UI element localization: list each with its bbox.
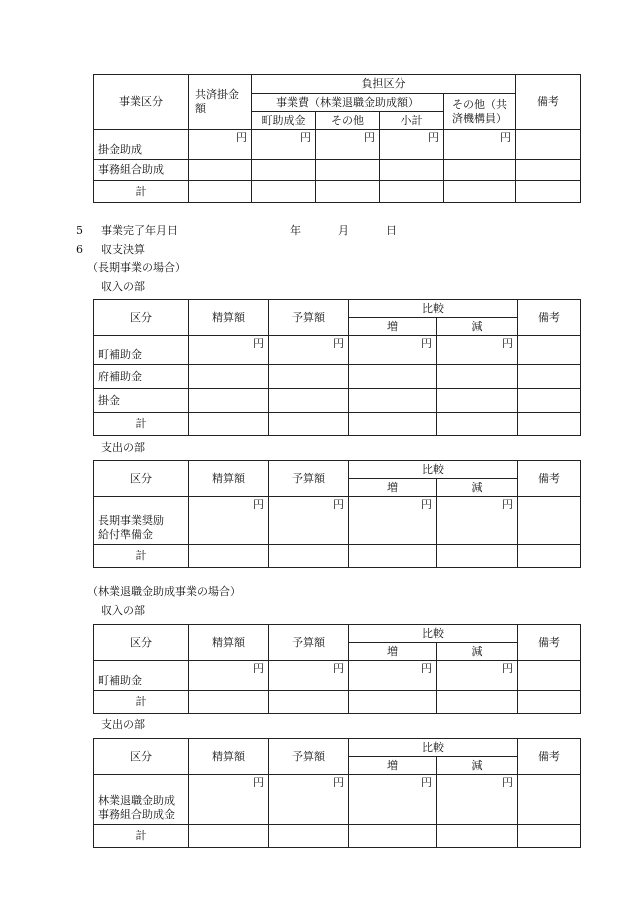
empty-cell <box>437 365 518 389</box>
header-biko: 備考 <box>518 300 581 336</box>
empty-cell <box>437 413 518 436</box>
long-term-income-table <box>93 299 581 436</box>
row-label: 府補助金 <box>94 365 189 389</box>
remarks-cell <box>518 497 581 545</box>
yen-unit: 円 <box>269 775 349 825</box>
header-subtotal: 小計 <box>380 112 444 130</box>
empty-cell <box>189 825 269 848</box>
header-sonota-kyo <box>444 94 516 130</box>
yen-unit: 円 <box>380 130 444 160</box>
empty-cell <box>189 389 269 413</box>
row-label-line2: 事務組合助成金 <box>98 808 175 821</box>
yen-unit: 円 <box>189 497 269 545</box>
header-futan: 負担区分 <box>252 75 516 94</box>
empty-cell <box>189 181 252 203</box>
row-label: 事務組合助成 <box>94 160 189 181</box>
remarks-cell <box>518 661 581 691</box>
header-yosan: 予算額 <box>269 739 349 775</box>
empty-cell <box>518 365 581 389</box>
header-seisan: 精算額 <box>189 739 269 775</box>
header-kubun: 区分 <box>94 461 189 497</box>
row-label-line1: 長期事業奨励 <box>98 514 164 527</box>
empty-cell <box>437 545 518 568</box>
row-label: 町補助金 <box>94 661 189 691</box>
empty-cell <box>269 691 349 714</box>
yen-unit: 円 <box>189 775 269 825</box>
row-label-line2: 給付準備金 <box>98 528 153 541</box>
empty-cell <box>437 825 518 848</box>
yen-unit: 円 <box>444 130 516 160</box>
header-seisan: 精算額 <box>189 300 269 336</box>
row-label: 掛金 <box>94 389 189 413</box>
header-gen: 減 <box>437 643 518 661</box>
empty-cell <box>269 365 349 389</box>
header-other: その他 <box>316 112 380 130</box>
forestry-heading: （林業退職金助成事業の場合） <box>87 585 241 598</box>
long-term-expense-table <box>93 460 581 568</box>
header-biko: 備考 <box>518 739 581 775</box>
yen-unit: 円 <box>269 497 349 545</box>
item5-label: 事業完了年月日 <box>101 224 178 237</box>
empty-cell <box>189 365 269 389</box>
yen-unit: 円 <box>437 661 518 691</box>
header-kyosai: 共済掛金額 <box>189 75 252 130</box>
header-category: 事業区分 <box>94 75 189 130</box>
yen-unit: 円 <box>189 336 269 365</box>
header-biko: 備考 <box>518 461 581 497</box>
empty-cell <box>518 691 581 714</box>
remarks-cell <box>518 775 581 825</box>
empty-cell <box>189 545 269 568</box>
header-gen: 減 <box>437 479 518 497</box>
yen-unit: 円 <box>349 497 437 545</box>
header-zo: 増 <box>349 643 437 661</box>
remarks-cell <box>516 130 581 160</box>
yen-unit: 円 <box>269 336 349 365</box>
item6-number: 6 <box>76 243 83 256</box>
item5-number: 5 <box>76 224 83 237</box>
empty-cell <box>316 181 380 203</box>
total-label: 計 <box>94 691 189 714</box>
header-hikaku: 比較 <box>349 625 518 643</box>
empty-cell <box>518 413 581 436</box>
remarks-cell <box>518 336 581 365</box>
header-biko: 備考 <box>518 625 581 661</box>
header-hikaku: 比較 <box>349 461 518 479</box>
item5-day: 日 <box>386 224 397 237</box>
header-town: 町助成金 <box>252 112 316 130</box>
yen-unit: 円 <box>189 661 269 691</box>
empty-cell <box>349 545 437 568</box>
empty-cell <box>518 545 581 568</box>
row-label <box>94 497 189 545</box>
header-kubun: 区分 <box>94 300 189 336</box>
empty-cell <box>444 181 516 203</box>
row-label-line1: 林業退職金助成 <box>98 794 175 807</box>
header-seisan: 精算額 <box>189 461 269 497</box>
header-jigyohi: 事業費（林業退職金助成額） <box>252 94 444 112</box>
item6-label: 収支決算 <box>101 243 145 256</box>
yen-unit: 円 <box>349 775 437 825</box>
header-sonota-kyo-line1: その他（共 <box>452 97 507 111</box>
empty-cell <box>269 389 349 413</box>
empty-cell <box>349 691 437 714</box>
long-term-heading: （長期事業の場合） <box>87 261 186 274</box>
empty-cell <box>349 825 437 848</box>
header-yosan: 予算額 <box>269 461 349 497</box>
yen-unit: 円 <box>252 130 316 160</box>
item5-year: 年 <box>290 224 301 237</box>
income-heading: 収入の部 <box>101 280 145 293</box>
header-zo: 増 <box>349 479 437 497</box>
header-gen: 減 <box>437 757 518 775</box>
header-zo: 増 <box>349 757 437 775</box>
yen-unit: 円 <box>349 336 437 365</box>
empty-cell <box>269 413 349 436</box>
empty-cell <box>349 365 437 389</box>
total-label: 計 <box>94 181 189 203</box>
header-hikaku: 比較 <box>349 739 518 757</box>
empty-cell <box>437 691 518 714</box>
empty-cell <box>316 160 380 181</box>
empty-cell <box>349 413 437 436</box>
empty-cell <box>518 825 581 848</box>
yen-unit: 円 <box>189 130 252 160</box>
empty-cell <box>269 825 349 848</box>
empty-cell <box>349 389 437 413</box>
empty-cell <box>189 413 269 436</box>
header-seisan: 精算額 <box>189 625 269 661</box>
empty-cell <box>252 181 316 203</box>
total-label: 計 <box>94 545 189 568</box>
header-zo: 増 <box>349 318 437 336</box>
header-hikaku: 比較 <box>349 300 518 318</box>
header-kubun: 区分 <box>94 625 189 661</box>
yen-unit: 円 <box>316 130 380 160</box>
item5-month: 月 <box>338 224 349 237</box>
empty-cell <box>269 545 349 568</box>
yen-unit: 円 <box>437 775 518 825</box>
empty-cell <box>380 181 444 203</box>
yen-unit: 円 <box>437 497 518 545</box>
empty-cell <box>189 160 252 181</box>
header-yosan: 予算額 <box>269 625 349 661</box>
empty-cell <box>444 160 516 181</box>
total-label: 計 <box>94 825 189 848</box>
income-heading: 収入の部 <box>101 604 145 617</box>
header-gen: 減 <box>437 318 518 336</box>
expense-heading: 支出の部 <box>101 718 145 731</box>
empty-cell <box>189 691 269 714</box>
burden-table <box>93 74 581 203</box>
header-yosan: 予算額 <box>269 300 349 336</box>
row-label: 町補助金 <box>94 336 189 365</box>
empty-cell <box>252 160 316 181</box>
header-remarks: 備考 <box>516 75 581 130</box>
empty-cell <box>516 160 581 181</box>
empty-cell <box>518 389 581 413</box>
forestry-expense-table <box>93 738 581 848</box>
expense-heading: 支出の部 <box>101 441 145 454</box>
empty-cell <box>437 389 518 413</box>
forestry-income-table <box>93 624 581 714</box>
header-kubun: 区分 <box>94 739 189 775</box>
total-label: 計 <box>94 413 189 436</box>
yen-unit: 円 <box>269 661 349 691</box>
header-sonota-kyo-line2: 済機構員） <box>452 111 507 125</box>
row-label <box>94 775 189 825</box>
yen-unit: 円 <box>349 661 437 691</box>
row-label: 掛金助成 <box>94 130 189 160</box>
yen-unit: 円 <box>437 336 518 365</box>
empty-cell <box>380 160 444 181</box>
empty-cell <box>516 181 581 203</box>
